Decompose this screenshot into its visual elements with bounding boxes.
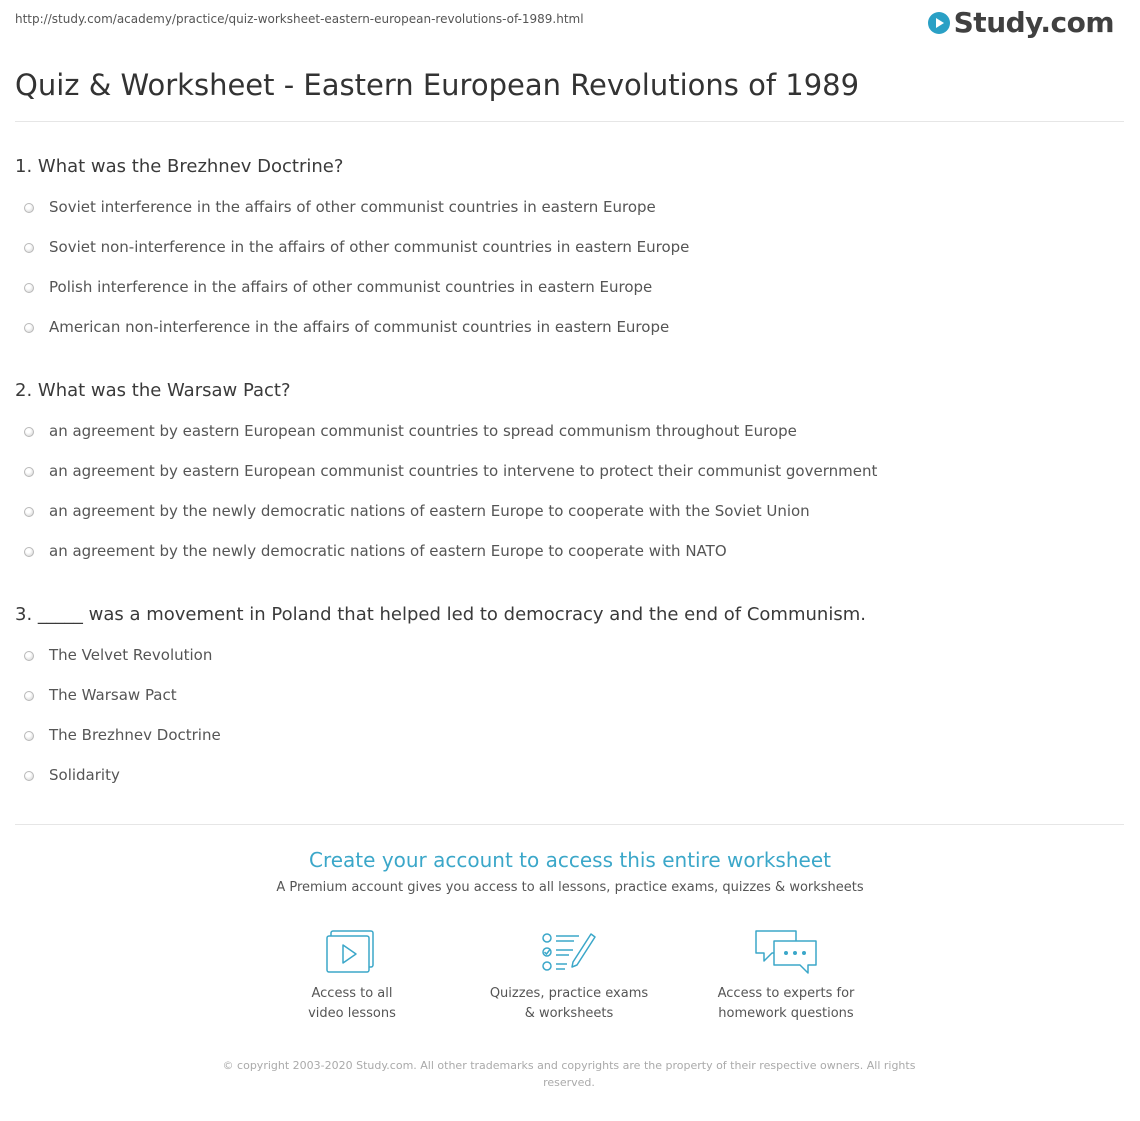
video-lesson-icon [326,928,378,974]
cta-title-link[interactable]: Create your account to access this entire worksheet [309,848,831,872]
radio-button[interactable] [24,547,34,557]
answer-text: Soviet non-interference in the affairs of other communist countries in eastern Europe [49,238,690,256]
answer-option[interactable] [15,237,1115,277]
radio-button[interactable] [24,243,34,253]
signup-cta [0,848,1140,895]
answer-text: Solidarity [49,766,120,784]
answer-text: The Velvet Revolution [49,646,213,664]
radio-button[interactable] [24,467,34,477]
radio-button[interactable] [24,427,34,437]
answer-text: an agreement by eastern European communist countries to spread communism throughout Europe [49,422,797,440]
feature-label-line1: Access to all [311,986,393,1001]
play-logo-icon [928,12,950,34]
question-text: 2. What was the Warsaw Pact? [15,380,291,401]
feature-label-line1: Access to experts for [717,986,855,1001]
feature-quizzes [469,928,669,1024]
answer-option[interactable] [15,541,1115,581]
radio-button[interactable] [24,323,34,333]
answer-option[interactable] [15,277,1115,317]
answer-text: The Warsaw Pact [49,686,177,704]
answer-text: an agreement by eastern European communist countries to intervene to protect their communist government [49,462,878,480]
page-url: http://study.com/academy/practice/quiz-worksheet-eastern-european-revolutions-of-1989.html [15,12,584,26]
section-divider [15,824,1124,825]
study-logo[interactable] [928,6,1114,39]
answer-option[interactable] [15,501,1115,541]
feature-experts [686,928,886,1024]
logo-text: Study.com [953,6,1114,39]
feature-label-line2: & worksheets [524,1006,614,1021]
question-2 [15,379,1115,581]
answer-text: an agreement by the newly democratic nations of eastern Europe to cooperate with NATO [49,542,727,560]
answer-option[interactable] [15,317,1115,357]
quiz-checklist-icon [541,928,597,974]
cta-subtitle: A Premium account gives you access to all lessons, practice exams, quizzes & worksheets [276,880,864,895]
answer-text: Soviet interference in the affairs of other communist countries in eastern Europe [49,198,656,216]
chat-bubbles-icon [754,928,818,974]
radio-button[interactable] [24,691,34,701]
page-title: Quiz & Worksheet - Eastern European Revolutions of 1989 [15,68,860,102]
radio-button[interactable] [24,507,34,517]
question-3 [15,603,1115,805]
radio-button[interactable] [24,283,34,293]
radio-button[interactable] [24,651,34,661]
answer-option[interactable] [15,645,1115,685]
feature-label-line2: homework questions [718,1006,854,1021]
answer-text: American non-interference in the affairs of communist countries in eastern Europe [49,318,670,336]
answer-option[interactable] [15,765,1115,805]
answer-text: Polish interference in the affairs of other communist countries in eastern Europe [49,278,653,296]
answer-text: The Brezhnev Doctrine [49,726,221,744]
question-1 [15,155,1115,357]
answer-option[interactable] [15,685,1115,725]
answer-option[interactable] [15,725,1115,765]
radio-button[interactable] [24,203,34,213]
radio-button[interactable] [24,771,34,781]
answer-option[interactable] [15,421,1115,461]
copyright-line1: © copyright 2003-2020 Study.com. All other trademarks and copyrights are the property of their respective owners. All rights [222,1059,916,1072]
answer-text: an agreement by the newly democratic nations of eastern Europe to cooperate with the Soviet Union [49,502,810,520]
answer-option[interactable] [15,197,1115,237]
feature-video-lessons [252,928,452,1024]
question-text: 3. _____ was a movement in Poland that helped led to democracy and the end of Communism. [15,604,866,625]
radio-button[interactable] [24,731,34,741]
question-text: 1. What was the Brezhnev Doctrine? [15,156,344,177]
answer-option[interactable] [15,461,1115,501]
copyright-line2: reserved. [543,1076,595,1089]
title-divider [15,121,1124,122]
feature-label-line2: video lessons [308,1006,396,1021]
feature-label-line1: Quizzes, practice exams [489,986,649,1001]
copyright-footer [210,1057,928,1091]
